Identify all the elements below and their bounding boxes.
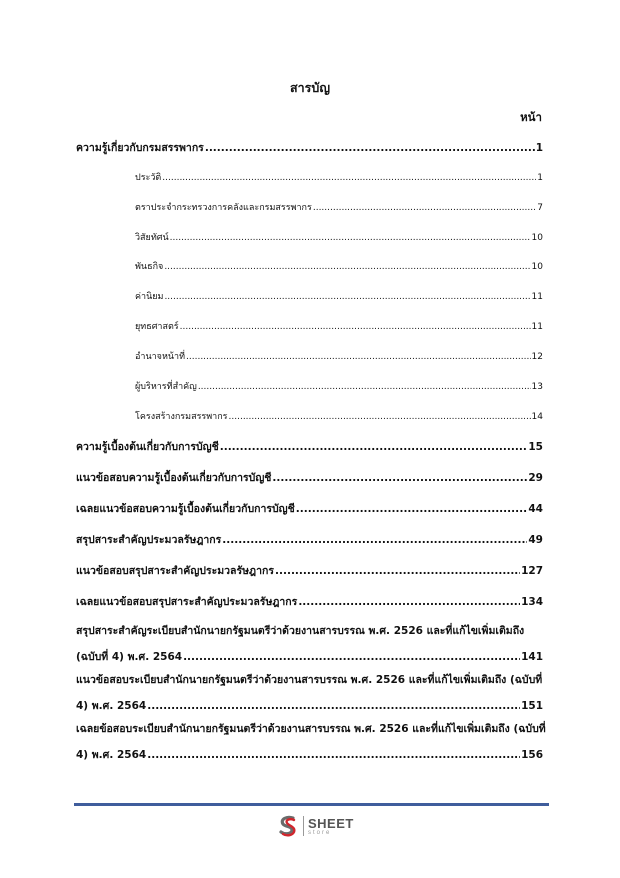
dot-leader	[186, 350, 531, 364]
toc-entry-label-line1: แนวข้อสอบระเบียบสำนักนายกรัฐมนตรีว่าด้วยงานสารบรรณ พ.ศ. 2526 และที่แก้ไขเพิ่มเติมถึง (ฉบับที่	[76, 674, 543, 686]
toc-entry[interactable]	[76, 595, 543, 609]
toc-entry-page: 156	[521, 749, 543, 761]
toc-entry-label: พันธกิจ	[135, 262, 164, 272]
toc-entry-page: 151	[521, 700, 543, 712]
page-title: สารบัญ	[290, 80, 330, 95]
toc-entry-multiline[interactable]	[76, 673, 543, 713]
toc-entry-label: ความรู้เกี่ยวกับกรมสรรพากร	[76, 142, 204, 154]
toc-entry[interactable]	[135, 410, 543, 424]
dot-leader	[183, 650, 520, 664]
toc-entry-label: โครงสร้างกรมสรรพากร	[135, 412, 228, 422]
dot-leader	[198, 380, 531, 394]
toc-entry-page: 1	[535, 142, 543, 154]
toc-entry[interactable]	[76, 564, 543, 578]
toc-entry-label-line2: 4) พ.ศ. 2564	[76, 749, 147, 761]
toc-entry-page: 7	[537, 203, 543, 213]
toc-entry[interactable]	[76, 533, 543, 547]
footer-divider	[74, 803, 549, 806]
toc-entry-page: 49	[528, 534, 543, 546]
toc-entry-page: 29	[528, 472, 543, 484]
toc-entry-label-line2: (ฉบับที่ 4) พ.ศ. 2564	[76, 651, 183, 663]
toc-entry[interactable]	[135, 350, 543, 364]
dot-leader	[220, 440, 528, 454]
toc-entry-label: อำนาจหน้าที่	[135, 352, 186, 362]
toc-entry-page: 10	[531, 233, 543, 243]
dot-leader	[170, 231, 531, 245]
toc-entry[interactable]	[135, 290, 543, 304]
toc-entry[interactable]	[76, 502, 543, 516]
dot-leader	[164, 290, 530, 304]
toc-entry[interactable]	[135, 260, 543, 274]
toc-entry-page: 44	[528, 503, 543, 515]
dot-leader	[275, 564, 520, 578]
dot-leader	[229, 410, 531, 424]
logo-word: SHEET	[308, 815, 354, 831]
toc-entry-page: 15	[528, 441, 543, 453]
toc-entry-label: เฉลยแนวข้อสอบสรุปสาระสำคัญประมวลรัษฎากร	[76, 596, 298, 608]
page-column-header: หน้า	[520, 110, 542, 124]
toc-entry[interactable]	[135, 320, 543, 334]
toc-entry[interactable]	[76, 471, 543, 485]
dot-leader	[180, 320, 531, 334]
dot-leader	[147, 748, 520, 762]
toc-entry-label: ค่านิยม	[135, 292, 164, 302]
toc-entry[interactable]	[76, 141, 543, 155]
toc-entry-label: ผู้บริหารที่สำคัญ	[135, 382, 197, 392]
toc-entry[interactable]	[135, 171, 543, 185]
toc-entry-label: ประวัติ	[135, 173, 162, 183]
toc-entry-label-line1: สรุปสาระสำคัญระเบียบสำนักนายกรัฐมนตรีว่าด้วยงานสารบรรณ พ.ศ. 2526 และที่แก้ไขเพิ่มเติมถึง	[76, 625, 525, 637]
toc-entry-label: ตราประจำกระทรวงการคลังและกรมสรรพากร	[135, 203, 312, 213]
toc-entry-label-line1: เฉลยข้อสอบระเบียบสำนักนายกรัฐมนตรีว่าด้วยงานสารบรรณ พ.ศ. 2526 และที่แก้ไขเพิ่มเติมถึง (ฉบับที่	[76, 723, 546, 735]
toc-entry-label: แนวข้อสอบสรุปสาระสำคัญประมวลรัษฎากร	[76, 565, 274, 577]
toc-entry-multiline[interactable]	[76, 722, 546, 762]
sheet-store-logo-icon	[277, 815, 299, 837]
dot-leader	[296, 502, 528, 516]
toc-entry-label: ยุทธศาสตร์	[135, 322, 179, 332]
logo-separator	[303, 816, 304, 836]
dot-leader	[162, 171, 536, 185]
dot-leader	[205, 141, 535, 155]
toc-entry-page: 134	[521, 596, 543, 608]
toc-entry-label: สรุปสาระสำคัญประมวลรัษฎากร	[76, 534, 222, 546]
dot-leader	[222, 533, 527, 547]
toc-entry[interactable]	[135, 231, 543, 245]
toc-entry-multiline[interactable]	[76, 624, 543, 664]
toc-entry-label-line2: 4) พ.ศ. 2564	[76, 700, 147, 712]
toc-entry-page: 10	[531, 262, 543, 272]
toc-entry-page: 14	[531, 412, 543, 422]
toc-entry-page: 13	[531, 382, 543, 392]
toc-entry-page: 1	[537, 173, 543, 183]
dot-leader	[164, 260, 530, 274]
dot-leader	[272, 471, 527, 485]
toc-entry[interactable]	[135, 380, 543, 394]
dot-leader	[147, 699, 520, 713]
dot-leader	[298, 595, 520, 609]
toc-entry[interactable]	[76, 440, 543, 454]
toc-entry-page: 12	[531, 352, 543, 362]
toc-entry-label: แนวข้อสอบความรู้เบื้องต้นเกี่ยวกับการบัญชี	[76, 472, 272, 484]
dot-leader	[313, 201, 536, 215]
logo-text	[308, 817, 354, 836]
toc-entry-page: 141	[521, 651, 543, 663]
toc-entry-label: เฉลยแนวข้อสอบความรู้เบื้องต้นเกี่ยวกับการบัญชี	[76, 503, 295, 515]
toc-entry-label: วิสัยทัศน์	[135, 233, 169, 243]
sheet-store-logo	[277, 815, 354, 837]
toc-entry[interactable]	[135, 201, 543, 215]
logo-subword: store	[308, 829, 332, 836]
toc-entry-page: 11	[531, 292, 543, 302]
toc-entry-label: ความรู้เบื้องต้นเกี่ยวกับการบัญชี	[76, 441, 219, 453]
toc-entry-page: 127	[521, 565, 543, 577]
toc-entry-page: 11	[531, 322, 543, 332]
